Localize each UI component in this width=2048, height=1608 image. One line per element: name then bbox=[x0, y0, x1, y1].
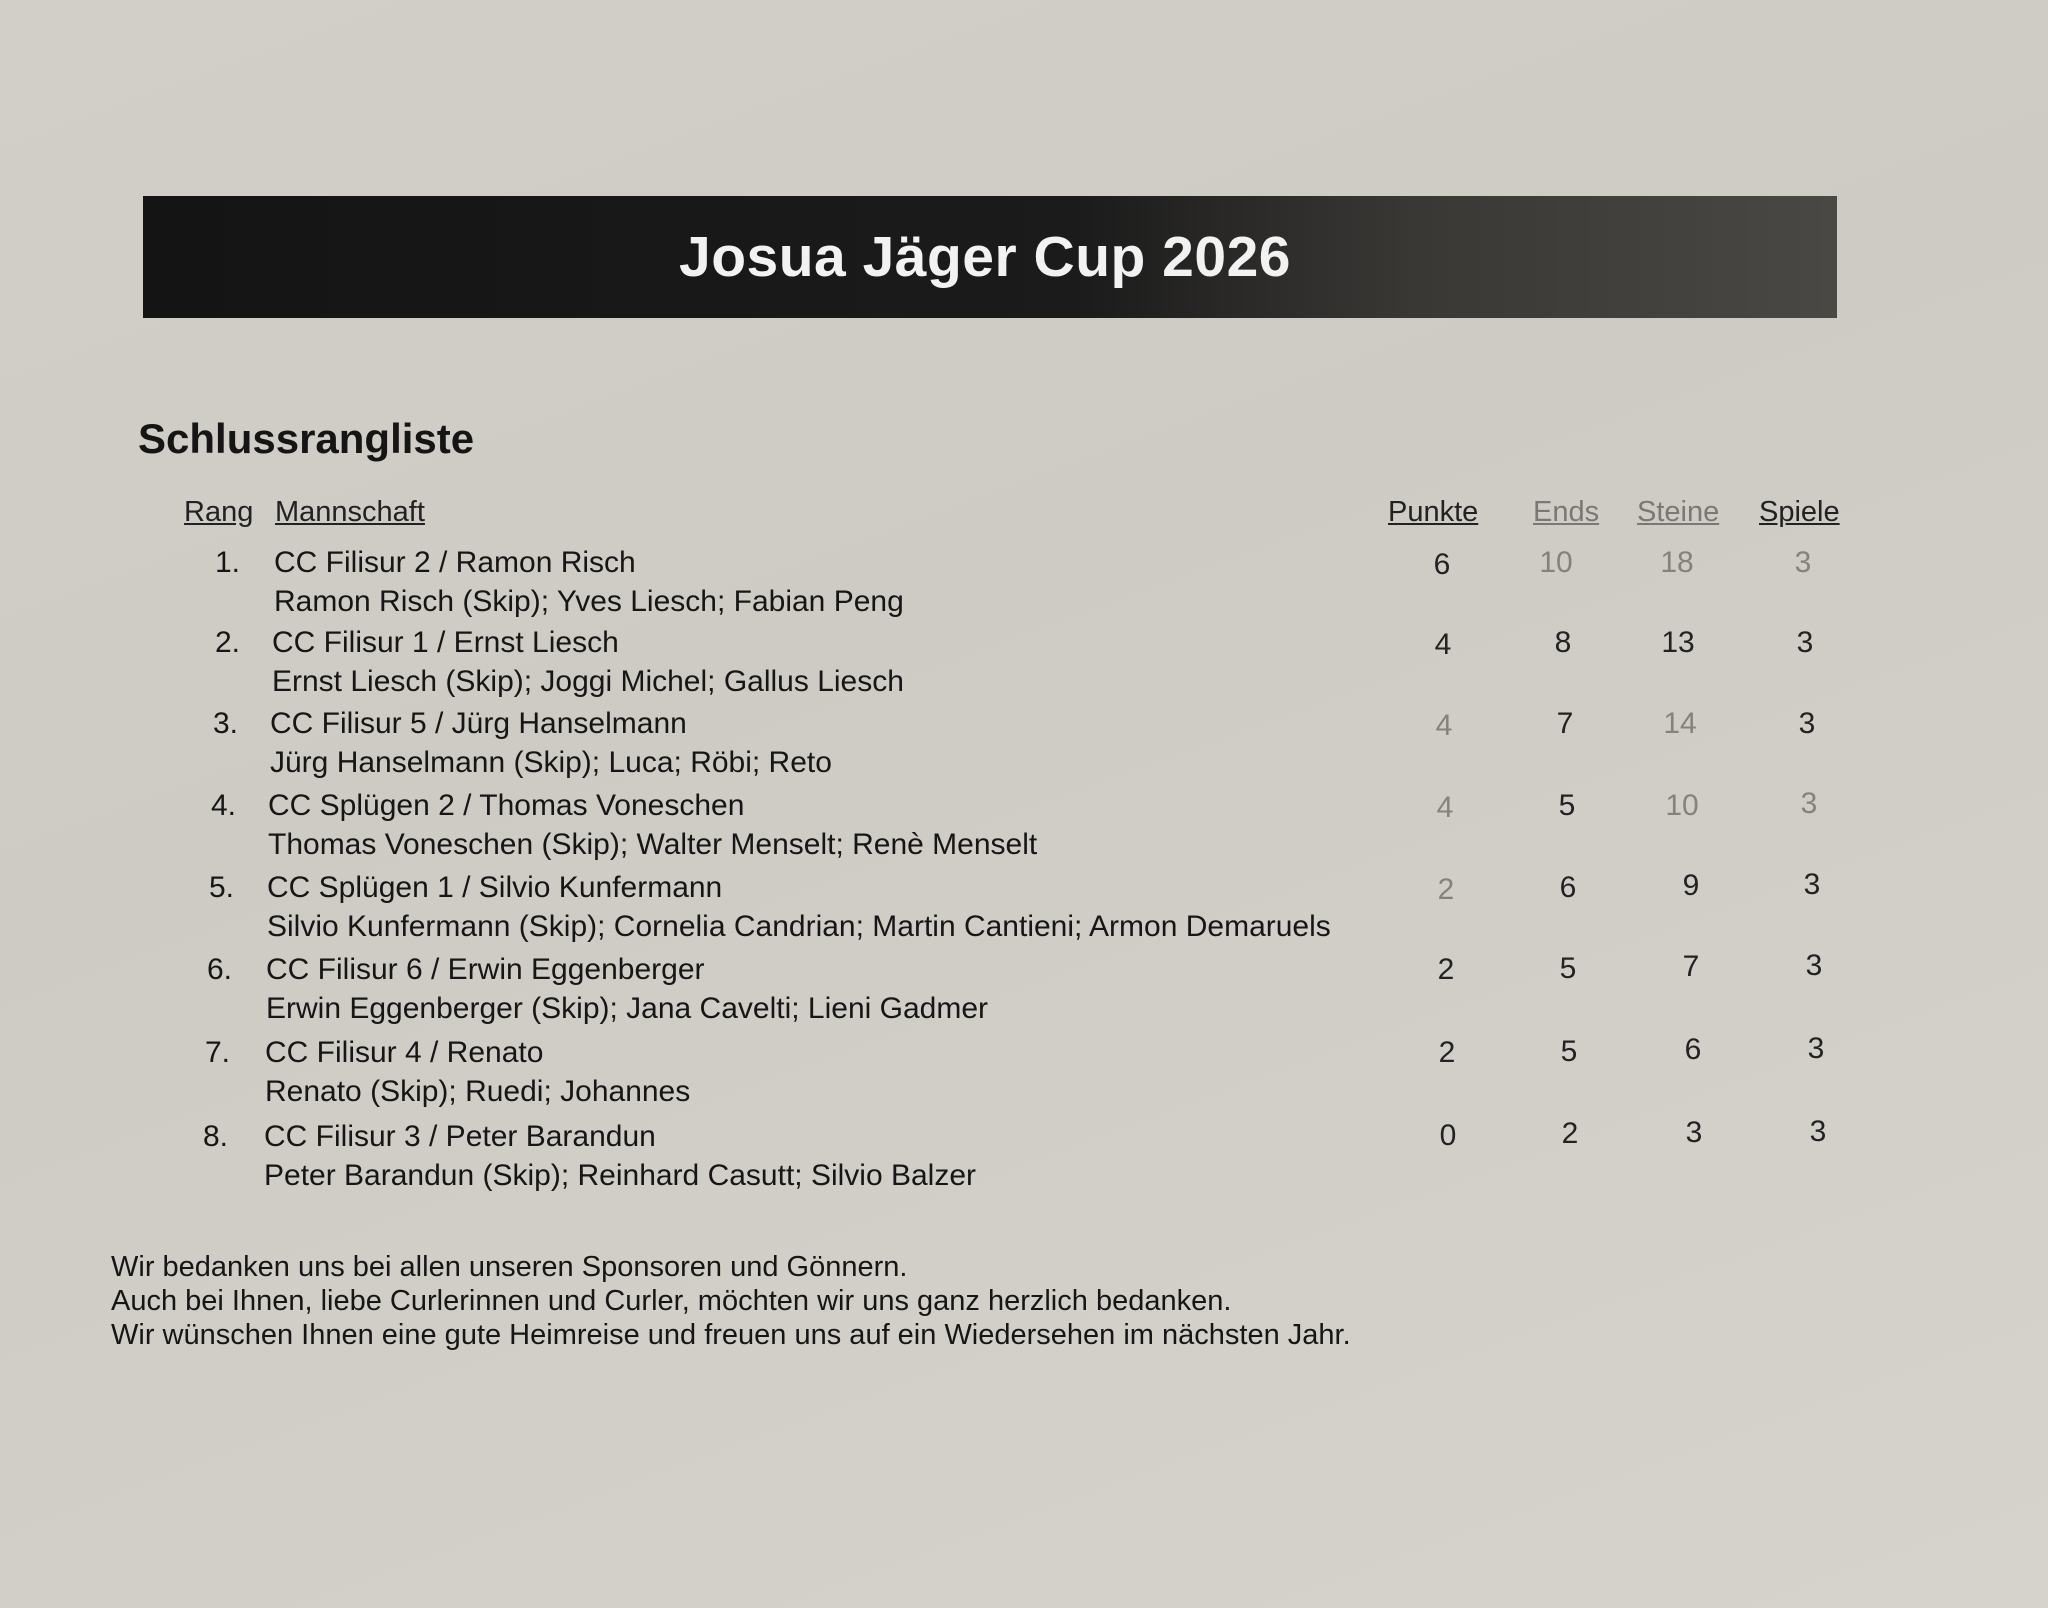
row-ends: 8 bbox=[1554, 626, 1572, 659]
row-spiele: 3 bbox=[1807, 1032, 1825, 1065]
row-steine: 3 bbox=[1685, 1116, 1703, 1149]
title-banner bbox=[143, 196, 1837, 318]
row-team: CC Filisur 2 / Ramon Risch bbox=[274, 546, 636, 579]
column-header-ends: Ends bbox=[1533, 496, 1600, 528]
row-punkte: 6 bbox=[1433, 548, 1451, 581]
row-team: CC Splügen 1 / Silvio Kunfermann bbox=[267, 871, 723, 904]
row-team: CC Filisur 3 / Peter Barandun bbox=[264, 1120, 656, 1153]
row-punkte: 0 bbox=[1439, 1119, 1457, 1152]
row-rank: 6. bbox=[206, 953, 232, 986]
document-title: Josua Jäger Cup 2026 bbox=[679, 225, 1291, 289]
column-header-steine: Steine bbox=[1637, 496, 1720, 528]
row-steine: 6 bbox=[1684, 1033, 1702, 1066]
column-header-spiele: Spiele bbox=[1759, 496, 1840, 528]
row-rank: 2. bbox=[214, 626, 240, 659]
row-steine: 13 bbox=[1661, 626, 1695, 659]
row-spiele: 3 bbox=[1805, 949, 1823, 982]
closing-line: Wir bedanken uns bei allen unseren Sponsoren und Gönnern. bbox=[111, 1251, 908, 1283]
row-punkte: 4 bbox=[1434, 628, 1452, 661]
row-steine: 14 bbox=[1663, 707, 1697, 740]
column-header-punkte: Punkte bbox=[1388, 496, 1479, 528]
row-punkte: 2 bbox=[1437, 873, 1455, 906]
closing-line: Wir wünschen Ihnen eine gute Heimreise und freuen uns auf ein Wiedersehen im nächsten Jahr. bbox=[111, 1319, 1351, 1351]
column-header-rang: Rang bbox=[184, 496, 254, 528]
section-title: Schlussrangliste bbox=[138, 415, 475, 462]
row-punkte: 2 bbox=[1438, 1036, 1456, 1069]
row-players: Ramon Risch (Skip); Yves Liesch; Fabian Peng bbox=[274, 585, 904, 618]
row-team: CC Splügen 2 / Thomas Voneschen bbox=[268, 789, 745, 822]
row-rank: 7. bbox=[204, 1036, 230, 1069]
row-ends: 5 bbox=[1558, 789, 1576, 822]
row-players: Ernst Liesch (Skip); Joggi Michel; Gallus Liesch bbox=[272, 665, 904, 698]
column-header-mannschaft: Mannschaft bbox=[275, 496, 425, 528]
row-ends: 7 bbox=[1556, 707, 1574, 740]
row-punkte: 4 bbox=[1436, 791, 1454, 824]
row-players: Erwin Eggenberger (Skip); Jana Cavelti; Lieni Gadmer bbox=[266, 992, 989, 1025]
row-team: CC Filisur 6 / Erwin Eggenberger bbox=[266, 953, 705, 986]
row-players: Silvio Kunfermann (Skip); Cornelia Candrian; Martin Cantieni; Armon Demaruels bbox=[267, 910, 1331, 943]
row-steine: 7 bbox=[1682, 950, 1700, 983]
row-punkte: 4 bbox=[1435, 709, 1453, 742]
row-players: Peter Barandun (Skip); Reinhard Casutt; Silvio Balzer bbox=[264, 1159, 977, 1192]
row-players: Jürg Hanselmann (Skip); Luca; Röbi; Reto bbox=[270, 746, 832, 779]
row-rank: 1. bbox=[214, 546, 240, 579]
row-spiele: 3 bbox=[1796, 626, 1814, 659]
row-spiele: 3 bbox=[1800, 787, 1818, 820]
row-players: Thomas Voneschen (Skip); Walter Menselt; Renè Menselt bbox=[268, 828, 1038, 861]
row-rank: 4. bbox=[210, 789, 236, 822]
row-spiele: 3 bbox=[1809, 1115, 1827, 1148]
row-ends: 5 bbox=[1560, 1035, 1578, 1068]
row-spiele: 3 bbox=[1794, 546, 1812, 579]
row-steine: 18 bbox=[1660, 546, 1694, 579]
row-team: CC Filisur 5 / Jürg Hanselmann bbox=[270, 707, 687, 740]
row-steine: 10 bbox=[1665, 789, 1699, 822]
row-ends: 10 bbox=[1539, 546, 1573, 579]
row-punkte: 2 bbox=[1437, 953, 1455, 986]
row-spiele: 3 bbox=[1798, 707, 1816, 740]
row-rank: 8. bbox=[202, 1120, 228, 1153]
row-rank: 3. bbox=[212, 707, 238, 740]
row-rank: 5. bbox=[208, 871, 234, 904]
closing-line: Auch bei Ihnen, liebe Curlerinnen und Curler, möchten wir uns ganz herzlich bedanken. bbox=[111, 1285, 1232, 1317]
row-spiele: 3 bbox=[1803, 868, 1821, 901]
row-ends: 2 bbox=[1561, 1117, 1579, 1150]
row-steine: 9 bbox=[1682, 869, 1700, 902]
row-players: Renato (Skip); Ruedi; Johannes bbox=[265, 1075, 691, 1108]
row-team: CC Filisur 1 / Ernst Liesch bbox=[272, 626, 619, 659]
closing-message bbox=[111, 1250, 1351, 1352]
row-team: CC Filisur 4 / Renato bbox=[265, 1036, 544, 1069]
row-ends: 5 bbox=[1559, 952, 1577, 985]
row-ends: 6 bbox=[1559, 871, 1577, 904]
